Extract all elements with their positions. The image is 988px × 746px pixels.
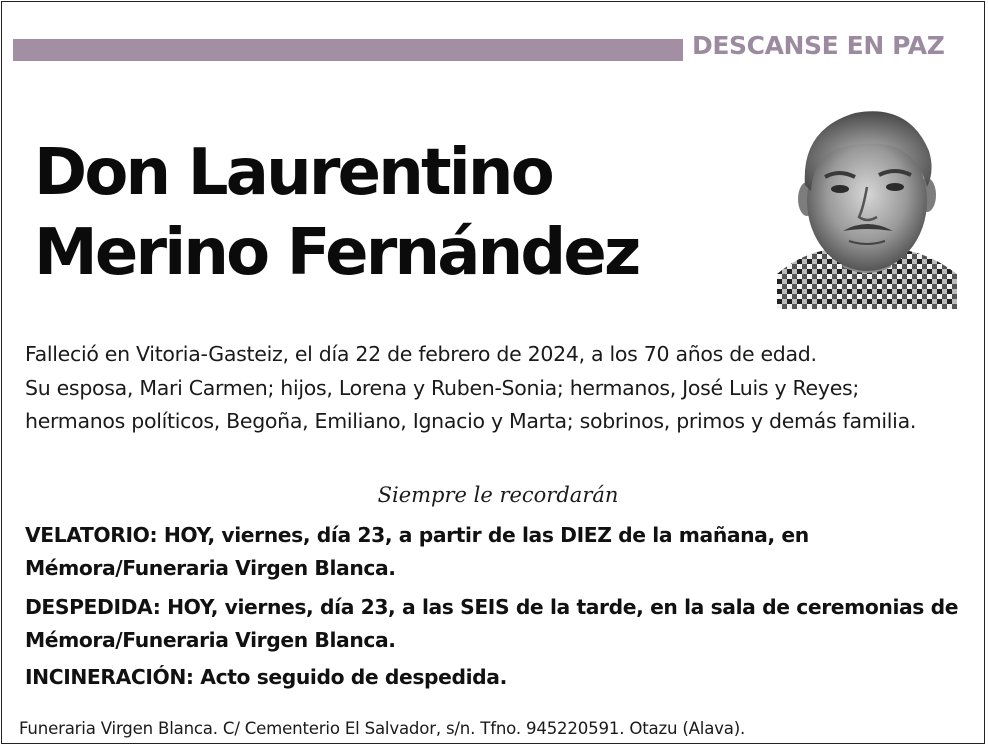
name-line-2: Merino Fernández [34, 216, 639, 290]
cremation-details: INCINERACIÓN: Acto seguido de despedida. [25, 665, 507, 689]
farewell-details: DESPEDIDA: HOY, viernes, día 23, a las SEIS de la tarde, en la sala de ceremonias de Mémora/Funeraria Virgen Blanca. [25, 595, 959, 652]
section-title: DESCANSE EN PAZ [692, 31, 945, 60]
family-list: Su esposa, Mari Carmen; hijos, Lorena y Ruben-Sonia; hermanos, José Luis y Reyes; hermanos políticos, Begoña, Emiliano, Ignacio y Marta; sobrinos, primos y demás familia. [25, 376, 917, 433]
memorial-phrase: Siempre le recordarán [377, 483, 619, 507]
portrait-image [777, 99, 957, 309]
wake-details: VELATORIO: HOY, viernes, día 23, a partir de las DIEZ de la mañana, en Mémora/Funeraria Virgen Blanca. [25, 523, 809, 580]
deceased-photo [777, 99, 957, 309]
death-notice: Falleció en Vitoria-Gasteiz, el día 22 de febrero de 2024, a los 70 años de edad. [25, 342, 817, 366]
name-line-1: Don Laurentino [34, 136, 552, 210]
funeral-home-info: Funeraria Virgen Blanca. C/ Cementerio El Salvador, s/n. Tfno. 945220591. Otazu (Alava). [19, 719, 746, 738]
deceased-name [34, 133, 638, 293]
header-bar [13, 39, 683, 61]
